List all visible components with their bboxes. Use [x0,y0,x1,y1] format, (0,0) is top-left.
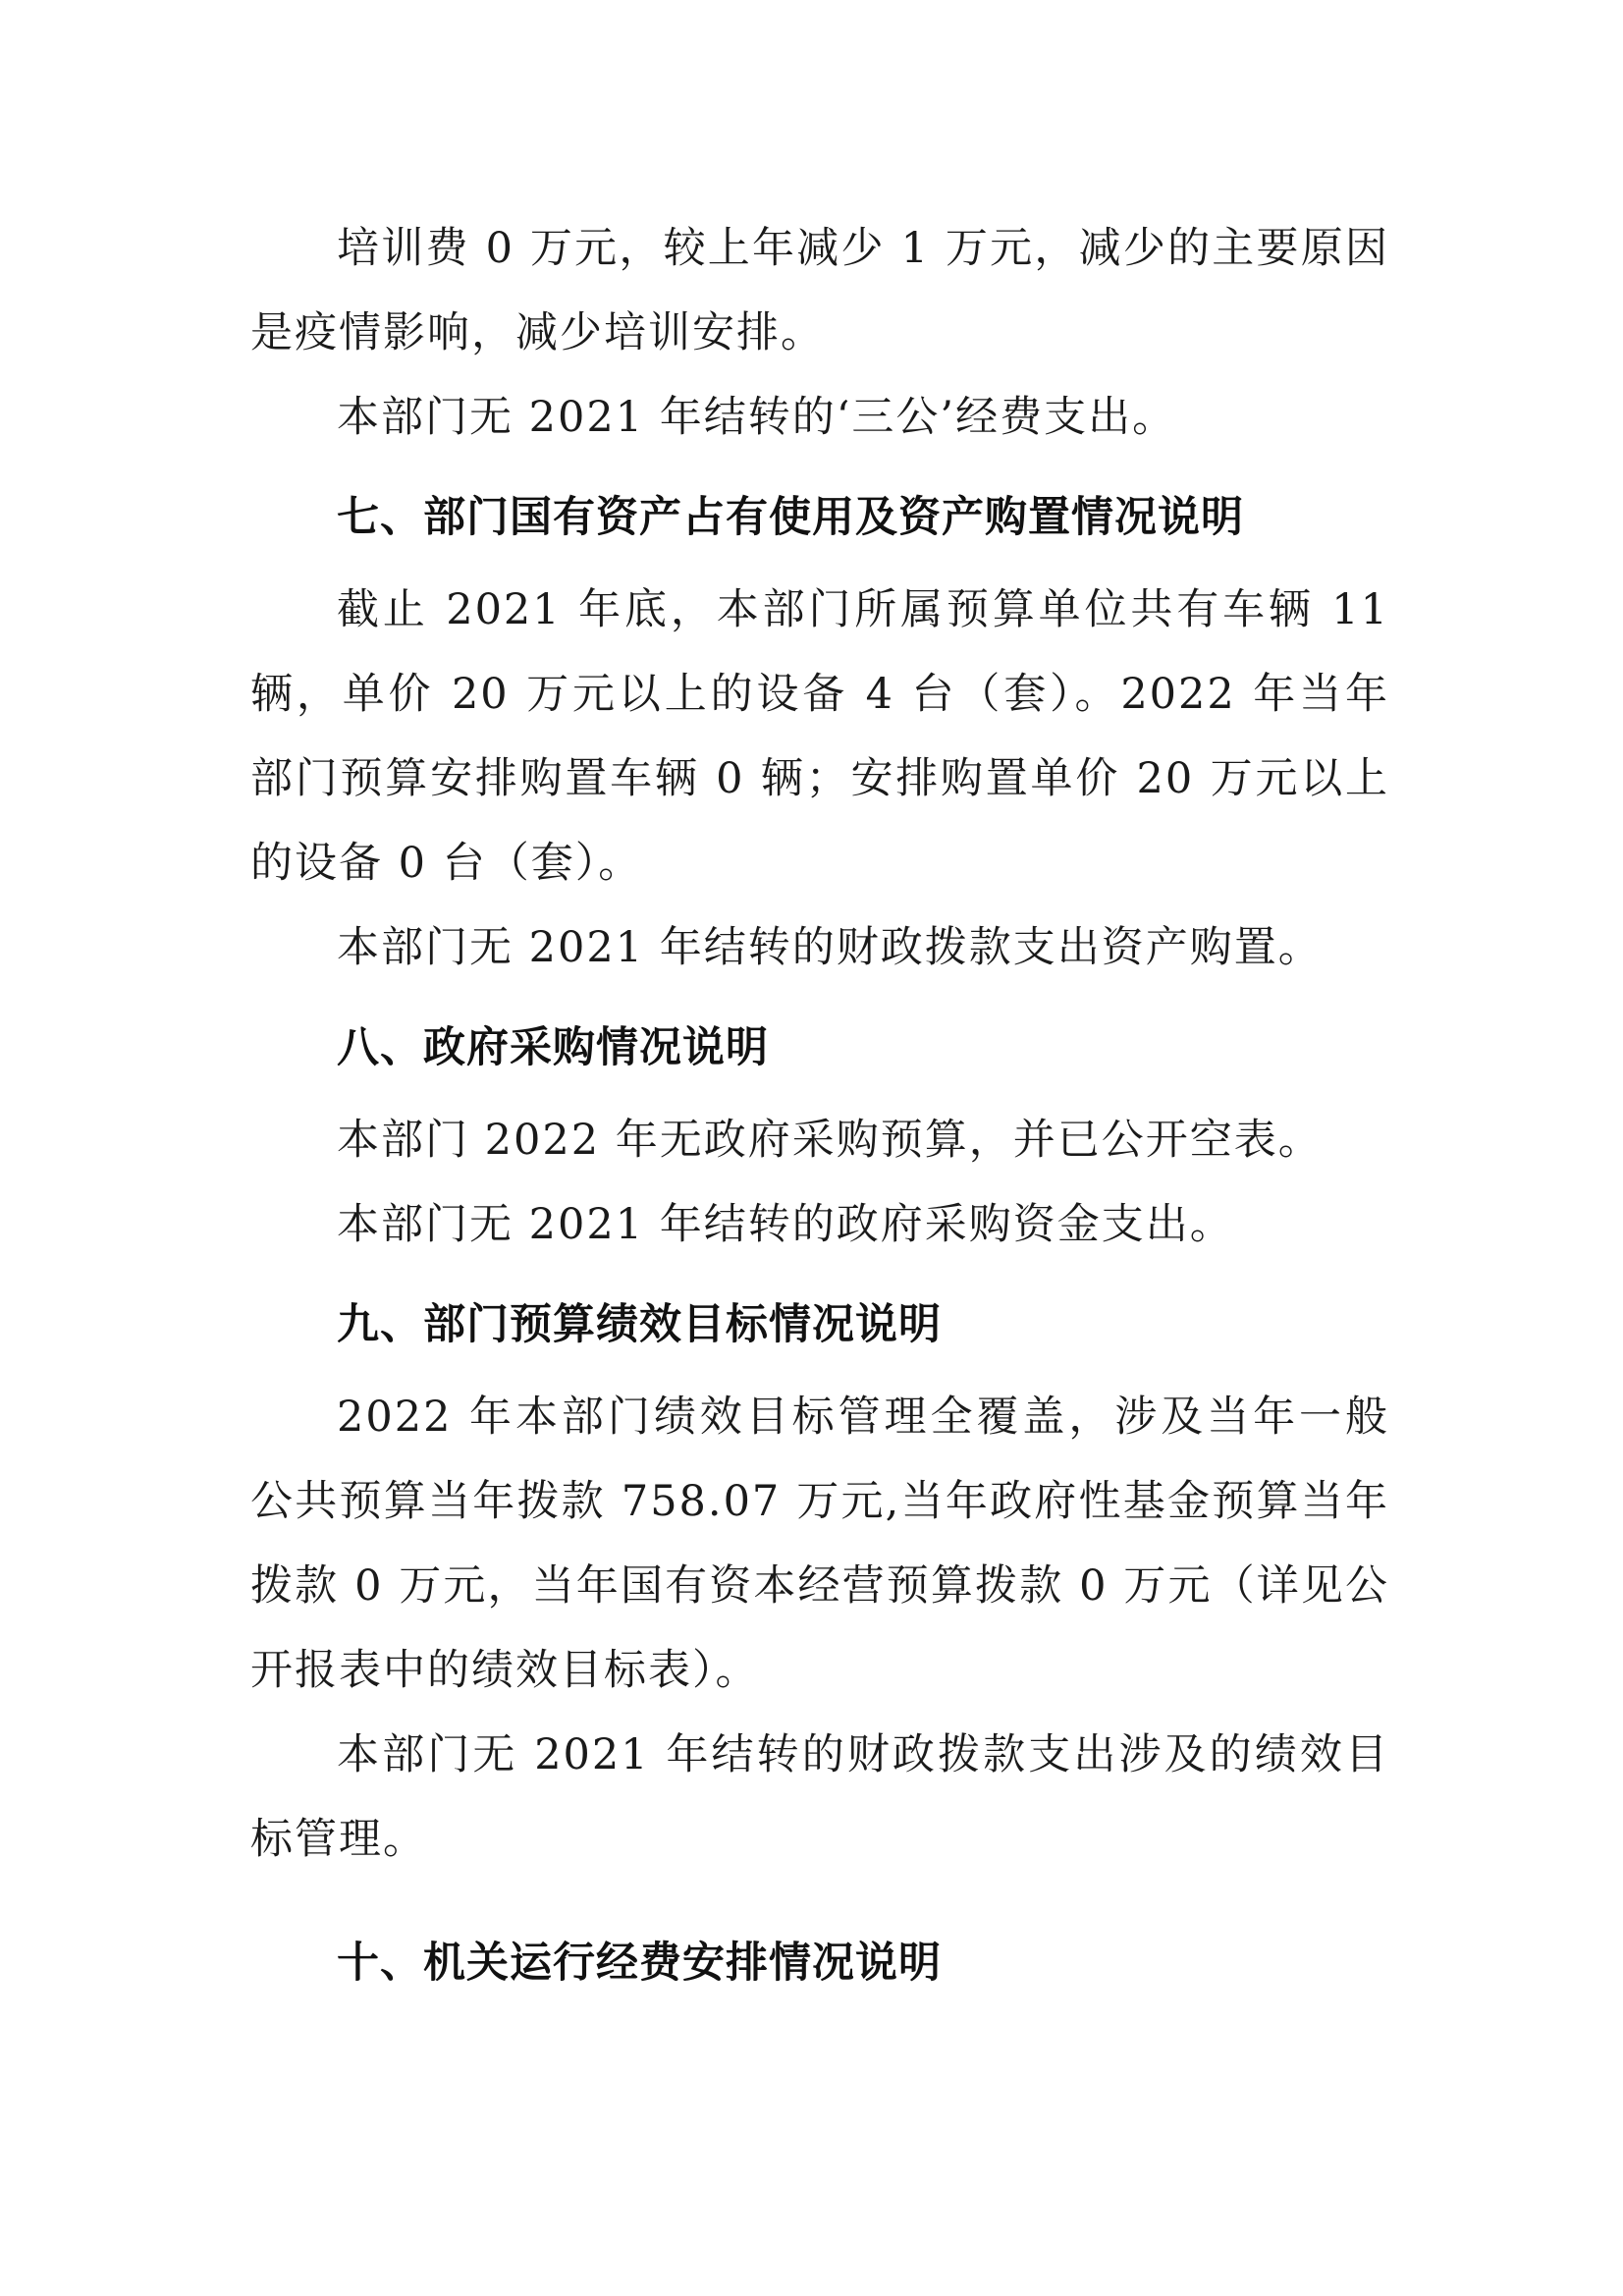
paragraph-procurement-budget: 本部门 2022 年无政府采购预算，并已公开空表。 [337,1116,1323,1165]
section-heading-8: 八、政府采购情况说明 [337,1023,769,1072]
paragraph-procurement-carryover: 本部门无 2021 年结转的政府采购资金支出。 [337,1200,1234,1249]
paragraph-three-public-carryover: 本部门无 2021 年结转的‘三公’经费支出。 [337,393,1177,442]
paragraph-assets: 截止 2021 年底，本部门所属预算单位共有车辆 11 辆，单价 20 万元以上的设备 4 台（套）。2022 年当年部门预算安排购置车辆 0 辆；安排购置单价 20 万元以上的设备 0 台（套）。 [250,585,1389,888]
paragraph-training-fee: 培训费 0 万元，较上年减少 1 万元，减少的主要原因是疫情影响，减少培训安排。 [250,224,1389,357]
section-heading-10: 十、机关运行经费安排情况说明 [337,1939,942,1988]
paragraph-asset-carryover: 本部门无 2021 年结转的财政拨款支出资产购置。 [337,923,1323,972]
document-body [250,206,1389,2013]
section-heading-7: 七、部门国有资产占有使用及资产购置情况说明 [337,493,1244,542]
section-heading-9: 九、部门预算绩效目标情况说明 [337,1300,942,1349]
paragraph-performance-goals: 2022 年本部门绩效目标管理全覆盖，涉及当年一般公共预算当年拨款 758.07 万元,当年政府性基金预算当年拨款 0 万元，当年国有资本经营预算拨款 0 万元（详见公开报表中的绩效目标表）。 [250,1393,1389,1695]
paragraph-performance-carryover: 本部门无 2021 年结转的财政拨款支出涉及的绩效目标管理。 [250,1730,1389,1864]
